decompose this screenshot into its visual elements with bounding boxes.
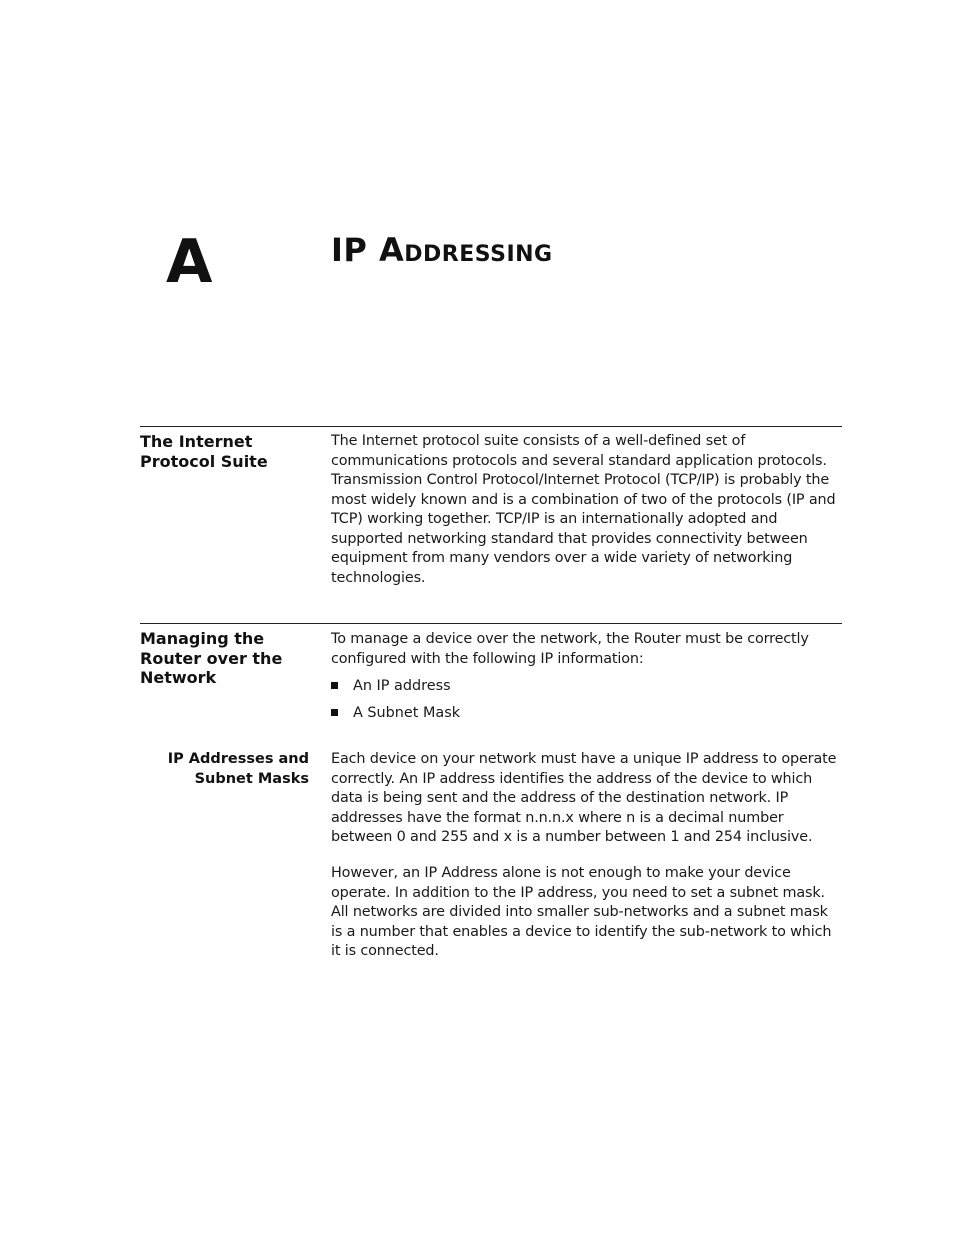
subsection-heading-ip-addresses (140, 750, 309, 789)
section-heading-internet-protocol-suite (140, 432, 315, 471)
list-item (331, 677, 451, 697)
section-paragraph: The Internet protocol suite consists of a well-defined set of communications protocols and several standard application protocols. Transmission Control Protocol/Internet Protocol (TCP/IP) is probably the most widely known and is a combination of two of the protocols (IP and TCP) working together. TCP/IP is an internationally adopted and supported networking standard that provides connectivity between equipment from many vendors over a wide variety of networking technologies. (331, 433, 836, 586)
chapter-title: IP Addressing (331, 231, 553, 269)
section-heading-line: Router over the (140, 648, 283, 668)
list-item-text: A Subnet Mask (353, 705, 461, 721)
subsection-heading-line: IP Addresses and (167, 751, 309, 767)
section-paragraph: To manage a device over the network, the Router must be correctly configured with the following IP information: (331, 631, 809, 667)
section-heading-line: Protocol Suite (140, 451, 268, 471)
square-bullet-icon (331, 709, 338, 716)
section-heading-line: Managing the (140, 629, 265, 648)
list-item-text: An IP address (353, 678, 451, 694)
subsection-paragraph: However, an IP Address alone is not enough to make your device operate. In addition to the IP address, you need to set a subnet mask. All networks are divided into smaller sub-networks and a subnet mask is a number that enables a device to identify the sub-network to which it is connected. (331, 865, 832, 959)
section-heading-line: Network (140, 668, 217, 687)
chapter-letter: A (166, 227, 213, 297)
section-divider (140, 426, 842, 427)
list-item (331, 704, 460, 724)
section-divider (140, 623, 842, 624)
section-heading-managing-router (140, 629, 315, 688)
subsection-paragraph: Each device on your network must have a unique IP address to operate correctly. An IP address identifies the address of the device to which data is being sent and the address of the destination network. IP addresses have the format n.n.n.x where n is a decimal number between 0 and 255 and x is a number between 1 and 254 inclusive. (331, 751, 837, 845)
section-heading-line: The Internet (140, 432, 253, 451)
square-bullet-icon (331, 682, 338, 689)
subsection-heading-line: Subnet Masks (194, 770, 309, 787)
